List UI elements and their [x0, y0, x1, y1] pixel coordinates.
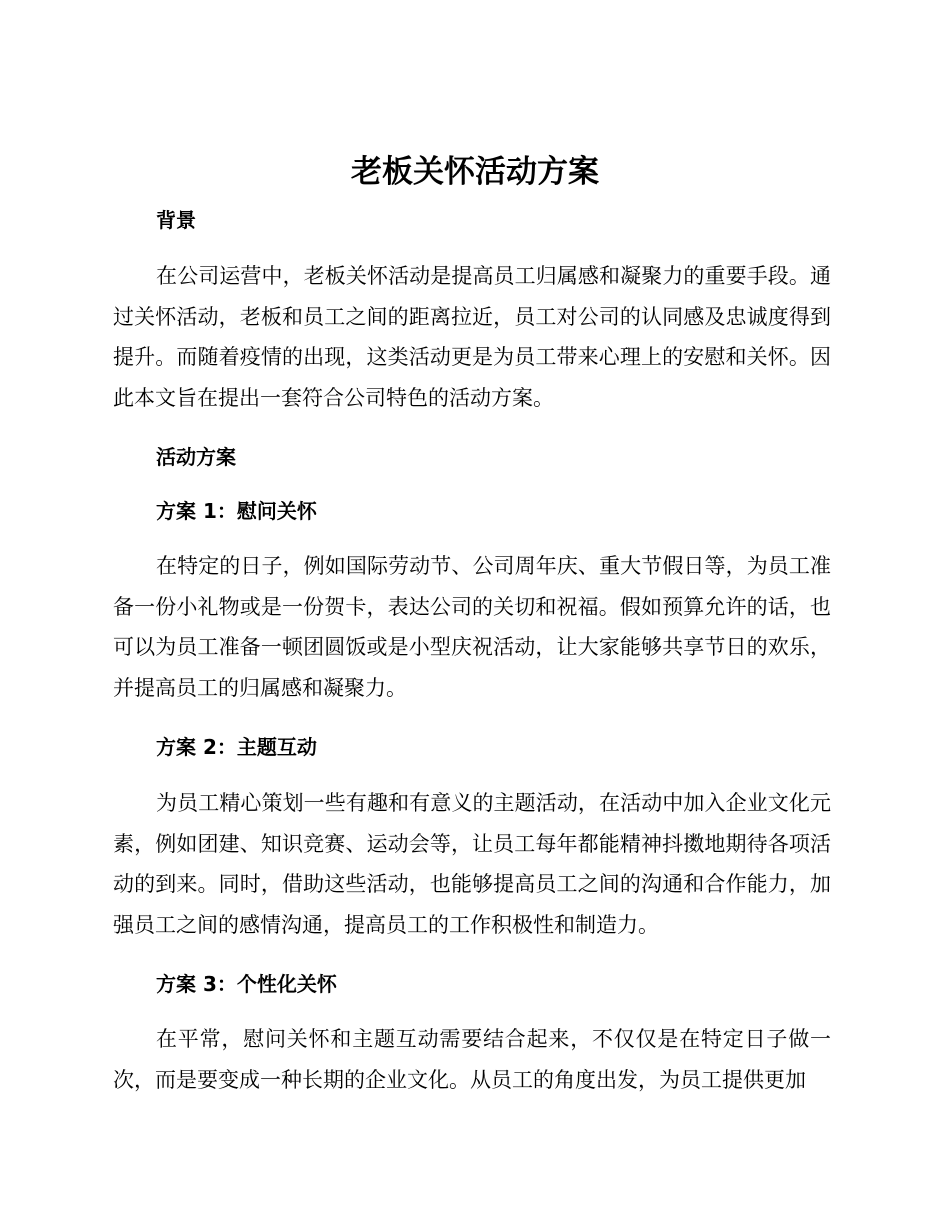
heading-activity-plan: 活动方案 [156, 445, 236, 469]
heading-plan-3: 方案 3：个性化关怀 [156, 972, 337, 996]
heading-background: 背景 [156, 208, 196, 232]
paragraph-plan-2: 为员工精心策划一些有趣和有意义的主题活动，在活动中加入企业文化元素，例如团建、知识竞赛、运动会等，让员工每年都能精神抖擞地期待各项活动的到来。同时，借助这些活动，也能够提高员工之间的沟通和合作能力，加强员工之间的感情沟通，提高员工的工作积极性和制造力。 [113, 791, 831, 937]
heading-plan-1: 方案 1：慰问关怀 [156, 499, 317, 523]
paragraph-plan-1: 在特定的日子，例如国际劳动节、公司周年庆、重大节假日等，为员工准备一份小礼物或是一份贺卡，表达公司的关切和祝福。假如预算允许的话，也可以为员工准备一顿团圆饭或是小型庆祝活动，让大家能够共享节日的欢乐，并提高员工的归属感和凝聚力。 [113, 554, 831, 700]
document-title: 老板关怀活动方案 [351, 154, 599, 190]
paragraph-plan-3: 在平常，慰问关怀和主题互动需要结合起来，不仅仅是在特定日子做一次，而是要变成一种长期的企业文化。从员工的角度出发，为员工提供更加 [113, 1027, 831, 1092]
heading-plan-2: 方案 2：主题互动 [156, 735, 317, 759]
paragraph-background: 在公司运营中，老板关怀活动是提高员工归属感和凝聚力的重要手段。通过关怀活动，老板和员工之间的距离拉近，员工对公司的认同感及忠诚度得到提升。而随着疫情的出现，这类活动更是为员工带来心理上的安慰和关怀。因此本文旨在提出一套符合公司特色的活动方案。 [113, 264, 831, 410]
